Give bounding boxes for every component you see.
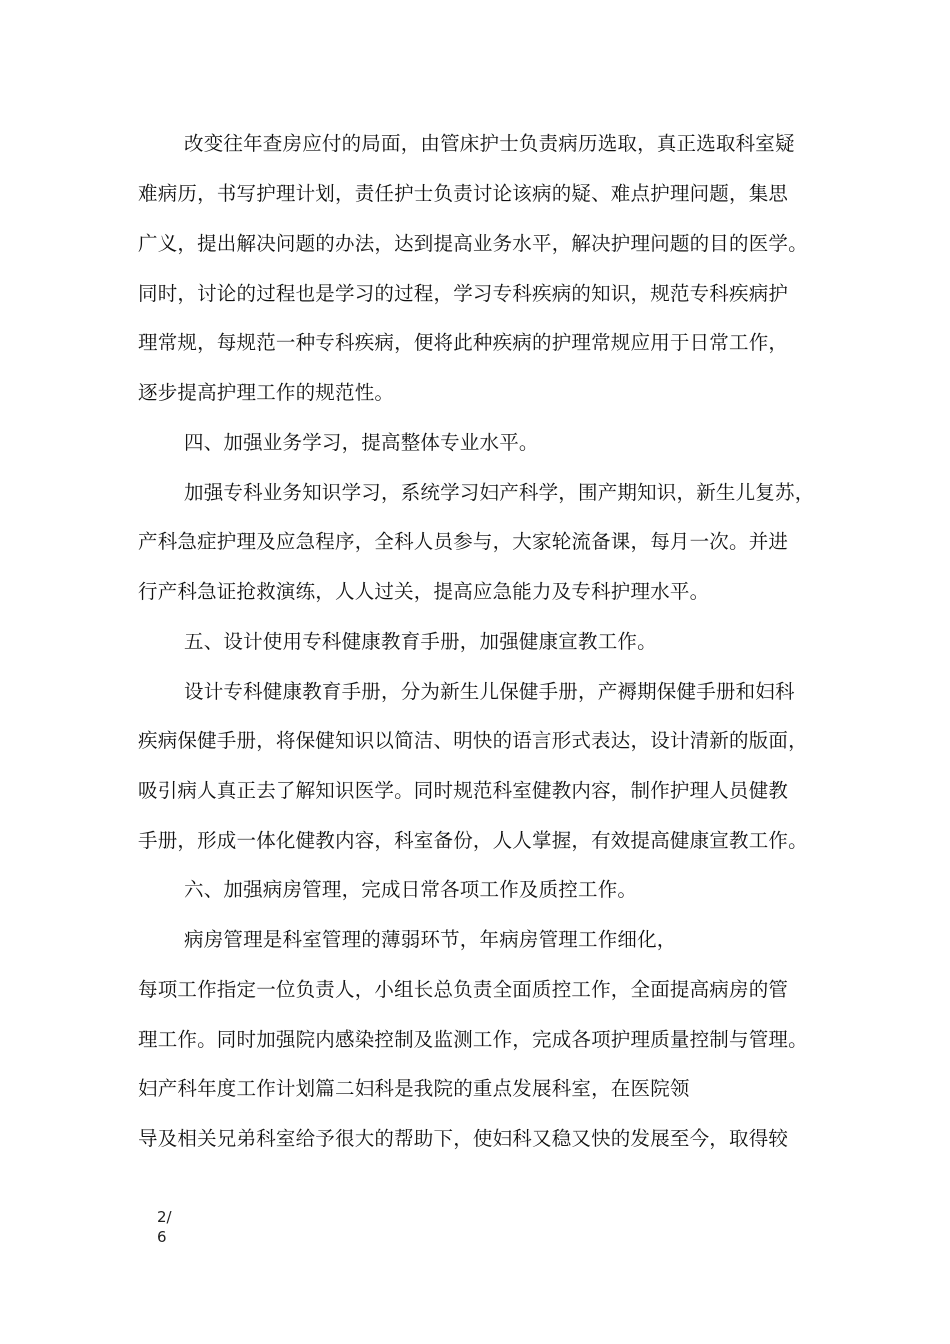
paragraph-line: 同时，讨论的过程也是学习的过程，学习专科疾病的知识，规范专科疾病护 bbox=[138, 282, 789, 305]
page-number bbox=[157, 1207, 172, 1247]
paragraph-line: 理常规，每规范一种专科疾病，便将此种疾病的护理常规应用于日常工作， bbox=[138, 331, 789, 354]
paragraph-line: 吸引病人真正去了解知识医学。同时规范科室健教内容，制作护理人员健教 bbox=[138, 779, 789, 802]
paragraph-line: 广义，提出解决问题的办法，达到提高业务水平，解决护理问题的目的医学。 bbox=[138, 232, 808, 255]
section-heading: 六、加强病房管理，完成日常各项工作及质控工作。 bbox=[184, 878, 638, 901]
paragraph-line: 逐步提高护理工作的规范性。 bbox=[138, 381, 395, 404]
paragraph-line: 疾病保健手册，将保健知识以简洁、明快的语言形式表达，设计清新的版面， bbox=[138, 729, 808, 752]
paragraph-line: 病房管理是科室管理的薄弱环节，年病房管理工作细化， bbox=[184, 928, 677, 951]
paragraph-line: 理工作。同时加强院内感染控制及监测工作，完成各项护理质量控制与管理。 bbox=[138, 1028, 808, 1051]
paragraph-line: 难病历，书写护理计划，责任护士负责讨论该病的疑、难点护理问题，集思 bbox=[138, 182, 789, 205]
paragraph-line: 改变往年查房应付的局面，由管床护士负责病历选取，真正选取科室疑 bbox=[184, 132, 795, 155]
paragraph-line: 加强专科业务知识学习，系统学习妇产科学，围产期知识，新生儿复苏， bbox=[184, 481, 815, 504]
paragraph-line: 导及相关兄弟科室给予很大的帮助下，使妇科又稳又快的发展至今，取得较 bbox=[138, 1127, 789, 1150]
page-number-current: 2/ bbox=[157, 1208, 172, 1226]
paragraph-line: 妇产科年度工作计划篇二妇科是我院的重点发展科室，在医院领 bbox=[138, 1077, 690, 1100]
section-heading: 四、加强业务学习，提高整体专业水平。 bbox=[184, 431, 539, 454]
section-heading: 五、设计使用专科健康教育手册，加强健康宣教工作。 bbox=[184, 630, 657, 653]
paragraph-line: 每项工作指定一位负责人，小组长总负责全面质控工作，全面提高病房的管 bbox=[138, 978, 789, 1001]
paragraph-line: 行产科急证抢救演练，人人过关，提高应急能力及专科护理水平。 bbox=[138, 580, 710, 603]
paragraph-line: 设计专科健康教育手册，分为新生儿保健手册，产褥期保健手册和妇科 bbox=[184, 680, 795, 703]
paragraph-line: 产科急症护理及应急程序，全科人员参与，大家轮流备课，每月一次。并进 bbox=[138, 530, 789, 553]
paragraph-line: 手册，形成一体化健教内容，科室备份，人人掌握，有效提高健康宣教工作。 bbox=[138, 829, 808, 852]
page-number-total: 6 bbox=[157, 1228, 167, 1246]
